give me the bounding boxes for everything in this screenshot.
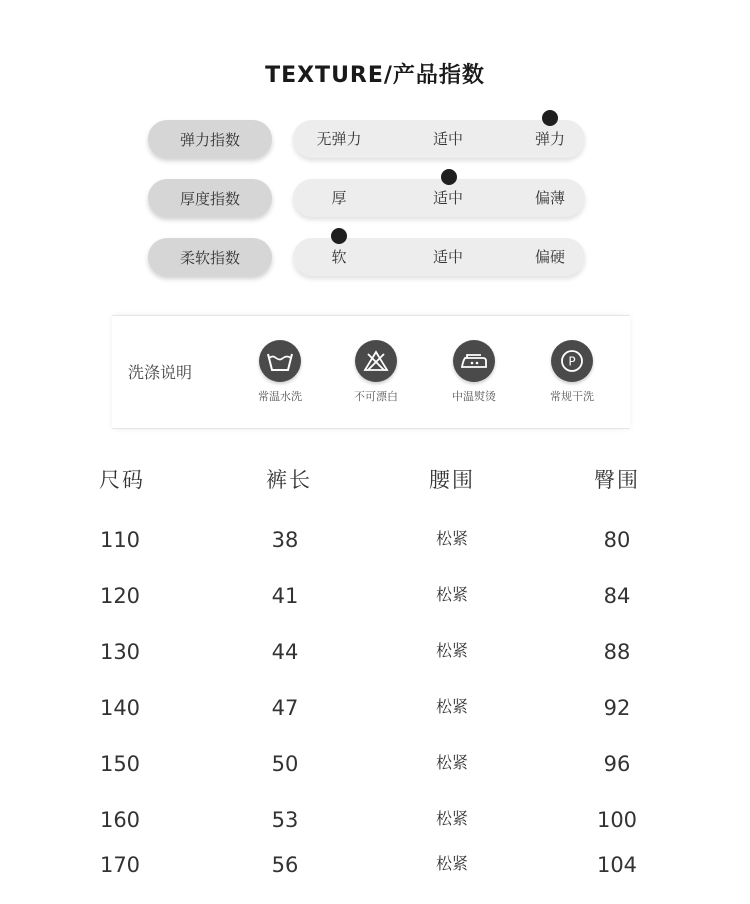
table-cell: 92 — [603, 696, 631, 720]
scale-option: 适中 — [432, 248, 464, 266]
scale-option: 厚 — [331, 189, 347, 207]
index-label: 厚度指数 — [148, 179, 272, 217]
wash-item — [334, 340, 418, 404]
wash-label: 中温熨烫 — [452, 390, 496, 403]
wash-item — [238, 340, 322, 404]
table-cell: 松紧 — [435, 809, 469, 828]
wash-label: 常规干洗 — [550, 390, 594, 403]
index-selected-dot — [542, 110, 558, 126]
svg-text:P: P — [568, 354, 576, 369]
scale-option: 适中 — [432, 130, 464, 148]
scale-option: 偏薄 — [534, 189, 566, 207]
index-label: 柔软指数 — [148, 238, 272, 276]
table-cell: 84 — [603, 584, 631, 608]
table-cell: 110 — [99, 528, 141, 552]
index-selected-dot — [331, 228, 347, 244]
table-cell: 104 — [596, 853, 638, 877]
index-label: 弹力指数 — [148, 120, 272, 158]
table-cell: 130 — [99, 640, 141, 664]
page-title: TEXTURE/产品指数 — [265, 63, 485, 88]
table-header-length: 裤长 — [266, 468, 312, 492]
table-cell: 170 — [99, 853, 141, 877]
table-cell: 140 — [99, 696, 141, 720]
no-bleach-icon — [355, 340, 397, 382]
table-cell: 100 — [596, 808, 638, 832]
table-cell: 松紧 — [435, 641, 469, 660]
table-cell: 松紧 — [435, 697, 469, 716]
table-header-size: 尺码 — [99, 468, 145, 492]
table-cell: 50 — [271, 752, 299, 776]
index-row-elasticity — [0, 118, 750, 162]
wash-item — [432, 340, 516, 404]
table-cell: 47 — [271, 696, 299, 720]
table-cell: 80 — [603, 528, 631, 552]
iron-icon — [453, 340, 495, 382]
wash-label: 不可漂白 — [354, 390, 398, 403]
index-row-thickness — [0, 177, 750, 221]
index-scale — [293, 120, 585, 158]
dry-clean-p-icon — [551, 340, 593, 382]
table-cell: 120 — [99, 584, 141, 608]
table-cell: 150 — [99, 752, 141, 776]
table-cell: 38 — [271, 528, 299, 552]
scale-option: 软 — [331, 248, 347, 266]
table-cell: 44 — [271, 640, 299, 664]
table-cell: 96 — [603, 752, 631, 776]
scale-option: 适中 — [432, 189, 464, 207]
table-cell: 56 — [271, 853, 299, 877]
table-header-hip: 臀围 — [594, 468, 640, 492]
scale-option: 偏硬 — [534, 248, 566, 266]
table-cell: 41 — [271, 584, 299, 608]
index-scale — [293, 179, 585, 217]
wash-label: 常温水洗 — [258, 390, 302, 403]
wash-item — [530, 340, 614, 404]
wash-instructions — [112, 315, 630, 429]
table-cell: 松紧 — [435, 854, 469, 873]
table-cell: 松紧 — [435, 529, 469, 548]
scale-option: 弹力 — [534, 130, 566, 148]
table-cell: 松紧 — [435, 753, 469, 772]
table-cell: 53 — [271, 808, 299, 832]
table-header-waist: 腰围 — [429, 468, 475, 492]
table-cell: 松紧 — [435, 585, 469, 604]
wash-basin-icon — [259, 340, 301, 382]
scale-option: 无弹力 — [316, 130, 362, 148]
table-cell: 160 — [99, 808, 141, 832]
index-selected-dot — [441, 169, 457, 185]
table-cell: 88 — [603, 640, 631, 664]
index-row-softness — [0, 236, 750, 280]
wash-title: 洗涤说明 — [128, 363, 193, 382]
